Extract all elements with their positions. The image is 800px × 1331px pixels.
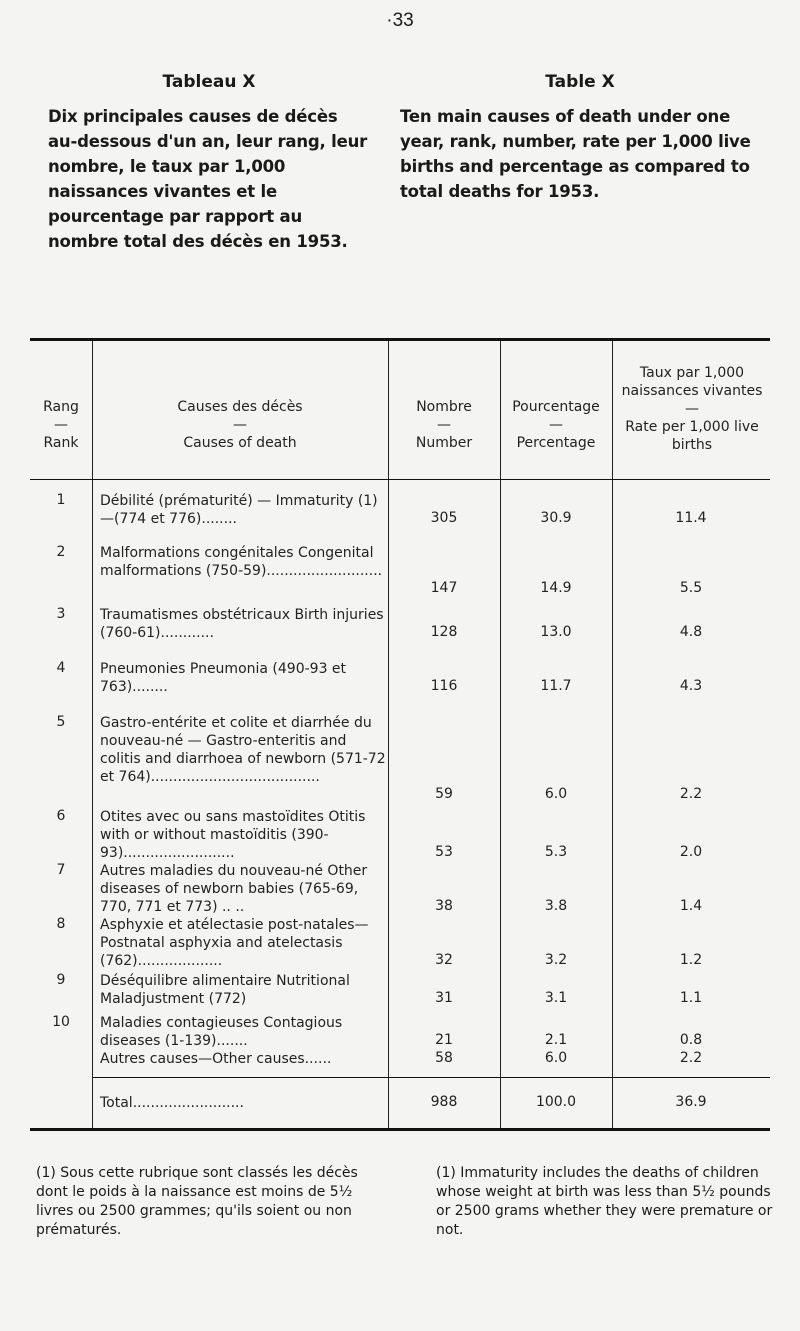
header-dash: —: [233, 417, 247, 433]
header-dash: —: [685, 401, 699, 417]
column-divider: [500, 341, 501, 1128]
row-rank: 7: [56, 862, 66, 878]
row-rate: 4.8: [679, 624, 703, 640]
row-percent: 6.0: [544, 786, 568, 802]
header-percent-fr: Pourcentage: [512, 399, 600, 415]
row-rank: 2: [56, 544, 66, 560]
row-rate: 1.2: [679, 952, 703, 968]
row-cause: Traumatismes obstétricaux Birth injuries (760-61)............: [100, 607, 384, 641]
total-rate: 36.9: [675, 1094, 707, 1110]
column-divider: [92, 341, 93, 1128]
row-number: 31: [435, 990, 453, 1006]
column-divider: [612, 341, 613, 1128]
row-number: 53: [435, 844, 453, 860]
row-number: 59: [435, 786, 453, 802]
column-divider: [388, 341, 389, 1128]
row-percent: 6.0: [544, 1050, 568, 1066]
row-rank: 4: [56, 660, 66, 676]
row-rank: 1: [56, 492, 66, 508]
row-cause: Otites avec ou sans mastoïdites Otitis with or without mastoïditis (390-93).........................: [100, 809, 366, 861]
row-rate: 4.3: [679, 678, 703, 694]
header-rank-en: Rank: [43, 435, 79, 451]
row-percent: 11.7: [540, 678, 572, 694]
header-percent: [500, 398, 612, 452]
row-cause: Pneumonies Pneumonia (490-93 et 763)........: [100, 661, 347, 695]
table-top-rule: [30, 338, 770, 341]
row-rank: 10: [52, 1014, 70, 1030]
table-bottom-rule: [30, 1128, 770, 1131]
header-rank-fr: Rang: [43, 399, 79, 415]
row-percent: 30.9: [540, 510, 572, 526]
total-number: 988: [430, 1094, 458, 1110]
row-percent: 3.1: [544, 990, 568, 1006]
row-number: 128: [430, 624, 458, 640]
row-percent: 2.1: [544, 1032, 568, 1048]
row-number: 38: [435, 898, 453, 914]
row-rate: 0.8: [679, 1032, 703, 1048]
header-number: [388, 398, 500, 452]
header-number-fr: Nombre: [416, 399, 472, 415]
english-heading: [400, 72, 760, 204]
header-rate-en: Rate per 1,000 live births: [625, 419, 759, 453]
header-rate: [614, 364, 770, 454]
row-rate: 1.4: [679, 898, 703, 914]
row-percent: 14.9: [540, 580, 572, 596]
french-table-title: Tableau X: [162, 72, 256, 92]
row-cause: Autres causes—Other causes......: [100, 1051, 332, 1067]
row-percent: 5.3: [544, 844, 568, 860]
total-rule: [92, 1077, 770, 1078]
row-cause: Malformations congénitales Congenital malformations (750-59)..........................: [100, 545, 383, 579]
header-dash: —: [54, 417, 68, 433]
row-rate: 2.2: [679, 1050, 703, 1066]
row-percent: 3.8: [544, 898, 568, 914]
page-number: ·33: [386, 10, 414, 31]
row-rank: 9: [56, 972, 66, 988]
row-number: 21: [435, 1032, 453, 1048]
header-cause: [92, 398, 388, 452]
footnote-en: (1) Immaturity includes the deaths of children whose weight at birth was less than 5½ pounds or 2500 grams whether they were premature or not.: [436, 1165, 773, 1238]
row-number: 305: [430, 510, 458, 526]
header-rate-fr: Taux par 1,000 naissances vivantes: [621, 365, 763, 399]
total-percent: 100.0: [535, 1094, 577, 1110]
english-table-title: Table X: [545, 72, 615, 92]
french-caption: Dix principales causes de décès au-dessous d'un an, leur rang, leur nombre, le taux par 1,000 naissances vivantes et le pourcentage par rapport au nombre total des décès en 1953.: [48, 107, 368, 251]
row-number: 147: [430, 580, 458, 596]
row-rank: 6: [56, 808, 66, 824]
row-rank: 3: [56, 606, 66, 622]
row-number: 58: [435, 1050, 453, 1066]
row-cause: Débilité (prématurité) — Immaturity (1)—(774 et 776)........: [100, 493, 378, 527]
row-rate: 11.4: [675, 510, 707, 526]
header-percent-en: Percentage: [516, 435, 596, 451]
english-caption: Ten main causes of death under one year, rank, number, rate per 1,000 live births and percentage as compared to total deaths for 1953.: [400, 107, 751, 201]
total-label: Total.........................: [100, 1095, 244, 1111]
row-number: 116: [430, 678, 458, 694]
header-cause-en: Causes of death: [183, 435, 297, 451]
row-rate: 1.1: [679, 990, 703, 1006]
row-cause: Asphyxie et atélectasie post-natales—Postnatal asphyxia and atelectasis (762)...................: [100, 917, 369, 969]
header-rank: [30, 398, 92, 452]
row-rank: 5: [56, 714, 66, 730]
row-rate: 5.5: [679, 580, 703, 596]
row-cause: Maladies contagieuses Contagious diseases (1-139).......: [100, 1015, 343, 1049]
row-cause: Gastro-entérite et colite et diarrhée du nouveau-né — Gastro-enteritis and colitis and diarrhoea of newborn (571-72 et 764)......................................: [100, 715, 386, 785]
row-rate: 2.0: [679, 844, 703, 860]
row-cause: Autres maladies du nouveau-né Other diseases of newborn babies (765-69, 770, 771 et 773) .. ..: [100, 863, 368, 915]
row-rate: 2.2: [679, 786, 703, 802]
row-number: 32: [435, 952, 453, 968]
header-dash: —: [549, 417, 563, 433]
header-rule: [30, 479, 770, 480]
footnote-fr: (1) Sous cette rubrique sont classés les décès dont le poids à la naissance est moins de 5½ livres ou 2500 grammes; qu'ils soient ou non prématurés.: [36, 1165, 358, 1238]
header-dash: —: [437, 417, 451, 433]
row-percent: 13.0: [540, 624, 572, 640]
row-percent: 3.2: [544, 952, 568, 968]
header-number-en: Number: [415, 435, 473, 451]
row-cause: Déséquilibre alimentaire Nutritional Maladjustment (772): [100, 973, 350, 1007]
row-rank: 8: [56, 916, 66, 932]
french-heading: [48, 72, 370, 254]
header-cause-fr: Causes des décès: [177, 399, 303, 415]
statistics-table: [30, 338, 770, 1133]
